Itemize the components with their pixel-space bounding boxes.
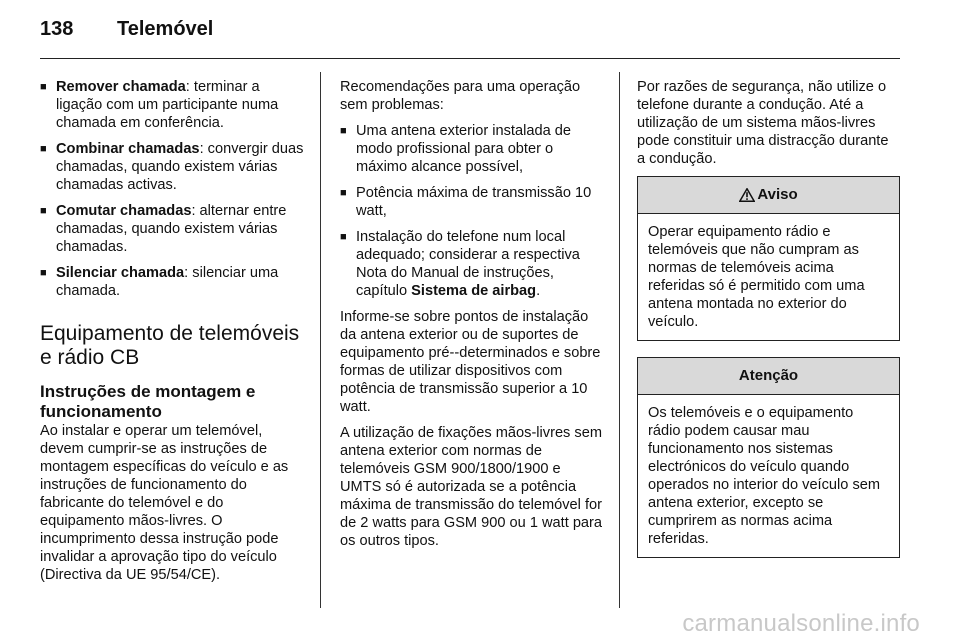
list-item (340, 184, 606, 220)
page-title: Telemóvel (117, 18, 214, 40)
bullet-term: Comutar chamadas (56, 203, 192, 219)
warning-box-title: Aviso (757, 186, 798, 203)
warning-triangle-icon (739, 188, 755, 202)
bullet-term: Remover chamada (56, 79, 186, 95)
bullet-text: Uma antena exterior instalada de modo profissional para obter o máximo alcance possível, (356, 123, 571, 175)
warning-box-header (638, 177, 899, 214)
watermark: carmanualsonline.info (682, 610, 920, 637)
column-3 (637, 78, 900, 558)
page-header (40, 18, 213, 48)
header-divider (40, 58, 900, 59)
intro-paragraph: Recomendações para uma operação sem problemas: (340, 79, 581, 113)
section-heading: Equipamento de telemóveis e rádio CB (40, 322, 300, 369)
body-paragraph: A utilização de fixações mãos-livres sem antena exterior com normas de telemóveis GSM 900/1800/1900 e UMTS só é autorizada se a potência máxima de transmissão do telemóvel for de 2 watts para GSM 900 ou 1 watt para os outros tipos. (340, 425, 603, 549)
body-paragraph: Ao instalar e operar um telemóvel, devem cumprir-se as instruções de montagem específicas do veículo e as instruções de funcionamento do fabricante do telemóvel e do equipamento mãos-livres. O incumprimento dessa instrução pode invalidar a aprovação tipo do veículo (Directiva da UE 95/54/CE). (40, 423, 289, 583)
list-item (340, 228, 606, 300)
column-divider-1 (320, 72, 321, 608)
column-divider-2 (619, 72, 620, 608)
bullet-text: : alternar entre chamadas, quando existem várias chamadas. (56, 203, 287, 255)
column-2 (340, 78, 606, 558)
subsection-heading: Instruções de montagem e funcionamento (40, 382, 256, 421)
bullet-text: Instalação do telefone num local adequado; considerar a respectiva Nota do Manual de instruções, capítulo (356, 229, 580, 299)
warning-box-body: Operar equipamento rádio e telemóveis que não cumpram as normas de telemóveis acima referidas só é permitido com uma antena montada no exterior do veículo. (648, 224, 865, 330)
list-item (40, 78, 308, 132)
bullet-term: Sistema de airbag (411, 283, 537, 299)
page-number: 138 (40, 18, 74, 40)
body-paragraph: Informe-se sobre pontos de instalação da antena exterior ou de suportes de equipamento pré--determinados e sobre formas de utilizar dispositivos com potência de transmissão superior a 10 watt. (340, 309, 601, 415)
bullet-text: : convergir duas chamadas, quando existem várias chamadas activas. (56, 141, 304, 193)
body-paragraph: Por razões de segurança, não utilize o telefone durante a condução. Até a utilização de um sistema mãos-livres pode constituir uma distracção durante a condução. (637, 79, 889, 167)
bullet-term: Silenciar chamada (56, 265, 185, 281)
list-item (40, 140, 308, 194)
caution-box-title: Atenção (738, 367, 799, 384)
bullet-text: : terminar a ligação com um participante numa chamada em conferência. (56, 79, 279, 131)
bullet-text: Potência máxima de transmissão 10 watt, (356, 185, 592, 219)
bullet-term: Combinar chamadas (56, 141, 200, 157)
column-1 (40, 78, 308, 592)
caution-box (637, 357, 900, 558)
bullet-text: : silenciar uma chamada. (56, 265, 279, 299)
warning-box (637, 176, 900, 341)
list-item (40, 264, 308, 300)
list-item (40, 202, 308, 256)
caution-box-body: Os telemóveis e o equipamento rádio podem causar mau funcionamento nos sistemas electrónicos do veículo quando operados no interior do veículo sem antena exterior, excepto se cumprirem as normas acima referidas. (648, 405, 881, 547)
bullet-tail: . (536, 283, 541, 299)
list-item (340, 122, 606, 176)
caution-box-header (638, 358, 899, 395)
